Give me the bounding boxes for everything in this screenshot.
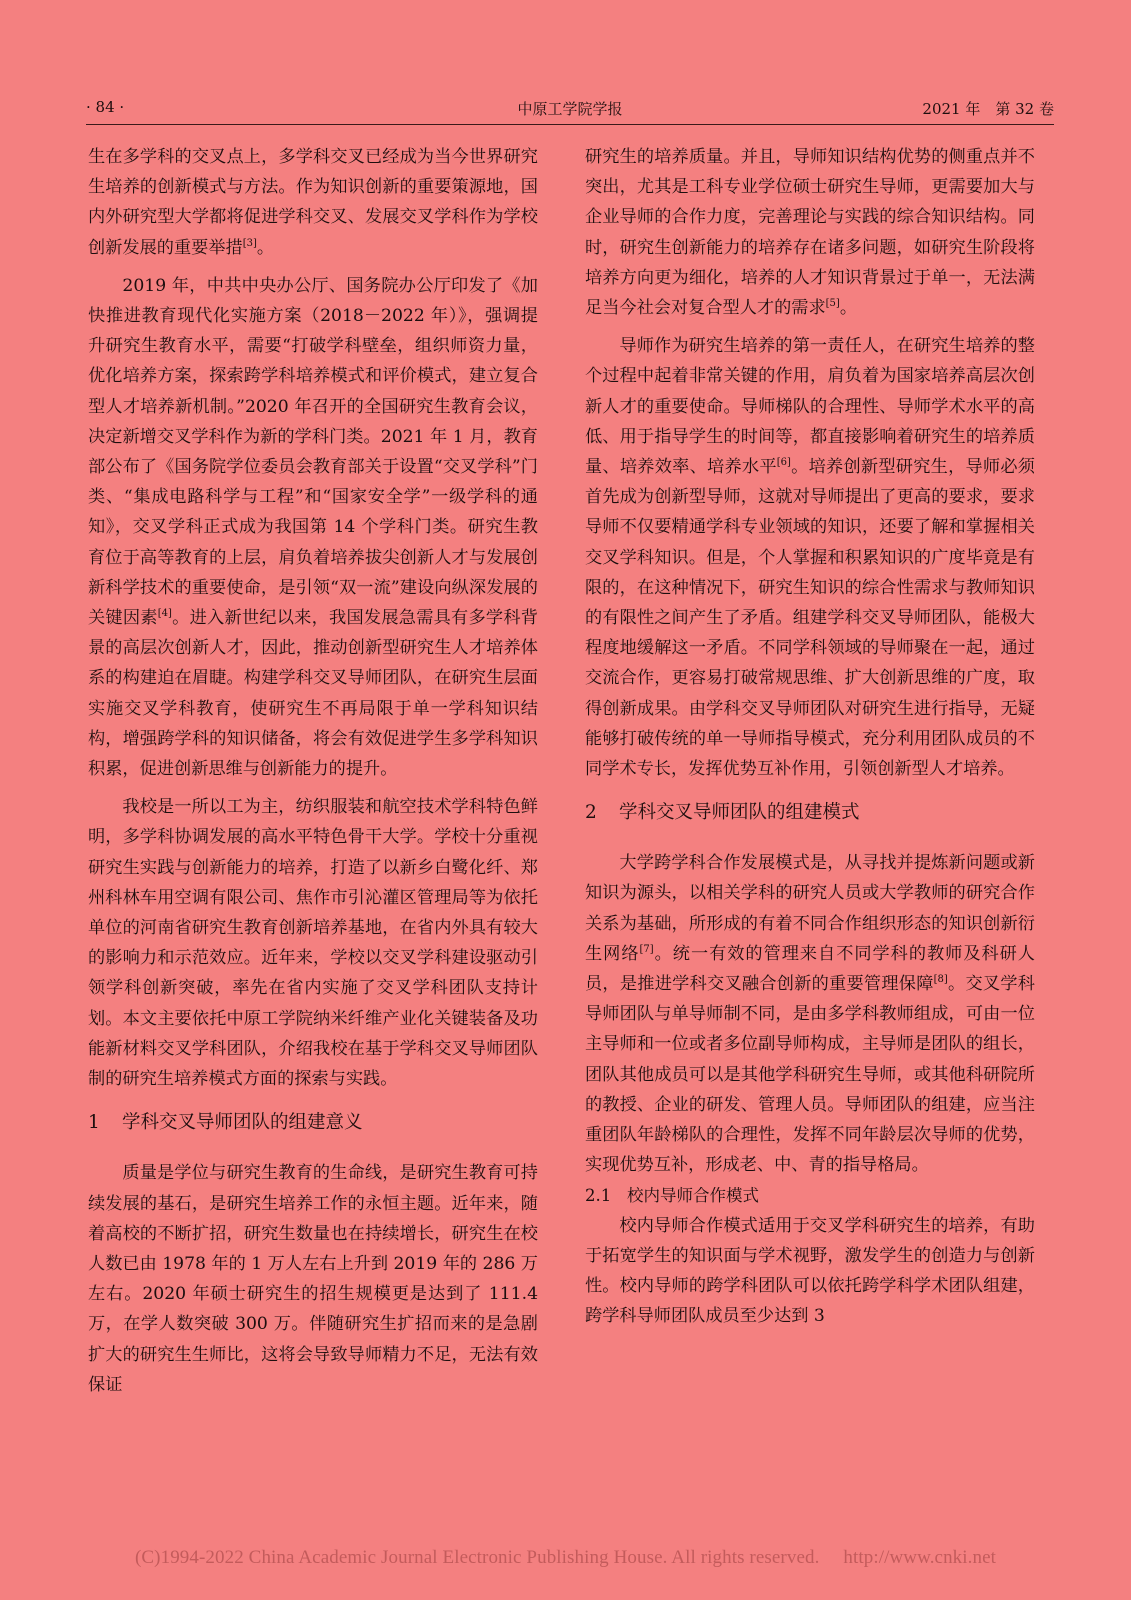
section-number: 1 xyxy=(88,1112,100,1134)
paragraph-text: 。培养创新型研究生，导师必须首先成为创新型导师，这就对导师提出了更高的要求，要求导师不仅要精通学科专业领域的知识，还要了解和掌握相关交叉学科知识。但是，个人掌握和积累知识的广度毕竟是有限的，在这种情况下，研究生知识的综合性需求与教师知识的有限性之间产生了矛盾。组建学科交叉导师团队，能极大程度地缓解这一矛盾。不同学科领域的导师聚在一起，通过交流合作，更容易打破常规思维、扩大创新思维的广度，取得创新成果。由学科交叉导师团队对研究生进行指导，无疑能够打破传统的单一导师指导模式，充分利用团队成员的不同学术专长，发挥优势互补作用，引领创新型人才培养。 xyxy=(585,457,1035,780)
section-title: 学科交叉导师团队的组建模式 xyxy=(619,802,860,824)
citation-ref: [7] xyxy=(639,943,654,955)
paragraph xyxy=(88,142,538,263)
citation-ref: [3] xyxy=(242,237,257,249)
citation-ref: [4] xyxy=(157,608,172,620)
section-number: 2 xyxy=(585,802,597,824)
subsection-title: 校内导师合作模式 xyxy=(627,1185,759,1205)
paragraph-text: 。交叉学科导师团队与单导师制不同，是由多学科教师组成，可由一位主导师和一位或者多位副导师构成，主导师是团队的组长，团队其他成员可以是其他学科研究生导师，或其他科研院所的教授、企业的研发、管理人员。导师团队的组建，应当注重团队年龄梯队的合理性，发挥不同年龄层次导师的优势，实现优势互补，形成老、中、青的指导格局。 xyxy=(585,974,1035,1176)
header-rule xyxy=(86,124,1054,125)
paragraph-text: 大学跨学科合作发展模式是，从寻找并提炼新问题或新知识为源头，以相关学科的研究人员或大学教师的研究合作关系为基础，所形成的有着不同合作组织形态的知识创新衍生网络 xyxy=(585,853,1035,964)
right-column xyxy=(585,142,1035,1331)
section-heading xyxy=(88,1108,538,1138)
paragraph xyxy=(585,848,1035,1180)
page-number: · 84 · xyxy=(86,98,125,116)
year-volume: 2021 年 第 32 卷 xyxy=(922,100,1054,118)
citation-ref: [8] xyxy=(933,974,948,986)
copyright-footer: (C)1994-2022 China Academic Journal Electronic Publishing House. All rights reserved. http://www.cnki.net xyxy=(134,1547,997,1568)
subsection-number: 2.1 xyxy=(585,1185,612,1205)
paragraph xyxy=(88,271,538,784)
paragraph-text: 。进入新世纪以来，我国发展急需具有多学科背景的高层次创新人才，因此，推动创新型研究生人才培养体系的构建迫在眉睫。构建学科交叉导师团队，在研究生层面实施交叉学科教育，使研究生不再局限于单一学科知识结构，增强跨学科的知识储备，将会有效促进学生多学科知识积累，促进创新思维与创新能力的提升。 xyxy=(88,608,538,780)
paragraph: 校内导师合作模式适用于交叉学科研究生的培养，有助于拓宽学生的知识面与学术视野，激发学生的创造力与创新性。校内导师的跨学科团队可以依托跨学科学术团队组建，跨学科导师团队成员至少达到 3 xyxy=(585,1215,1035,1327)
subsection-heading xyxy=(585,1181,1035,1211)
paragraph-text: 2019 年，中共中央办公厅、国务院办公厅印发了《加快推进教育现代化实施方案（2018－2022 年）》，强调提升研究生教育水平，需要“打破学科壁垒，组织师资力量，优化培养方案，探索跨学科培养模式和评价模式，建立复合型人才培养新机制。”2020 年召开的全国研究生教育会议，决定新增交叉学科作为新的学科门类。2021 年 1 月，教育部公布了《国务院学位委员会教育部关于设置“交叉学科”门类、“集成电路科学与工程”和“国家安全学”一级学科的通知》，交叉学科正式成为我国第 14 个学科门类。研究生教育位于高等教育的上层，肩负着培养拔尖创新人才与发展创新科学技术的重要使命，是引领“双一流”建设向纵深发展的关键因素 xyxy=(88,275,538,629)
paragraph-text: 研究生的培养质量。并且，导师知识结构优势的侧重点并不突出，尤其是工科专业学位硕士研究生导师，更需要加大与企业导师的合作力度，完善理论与实践的综合知识结构。同时，研究生创新能力的培养存在诸多问题，如研究生阶段将培养方向更为细化，培养的人才知识背景过于单一，无法满足当今社会对复合型人才的需求 xyxy=(585,147,1035,319)
paragraph-text: 。 xyxy=(839,298,858,319)
left-column xyxy=(88,142,538,1400)
paragraph-text: 导师作为研究生培养的第一责任人，在研究生培养的整个过程中起着非常关键的作用，肩负着为国家培养高层次创新人才的重要使命。导师梯队的合理性、导师学术水平的高低、用于指导学生的时间等，都直接影响着研究生的培养质量、培养效率、培养水平 xyxy=(585,336,1035,478)
paragraph-text: 。 xyxy=(256,237,275,258)
paragraph-text: 生在多学科的交叉点上，多学科交叉已经成为当今世界研究生培养的创新模式与方法。作为知识创新的重要策源地，国内外研究型大学都将促进学科交叉、发展交叉学科作为学校创新发展的重要举措 xyxy=(88,147,538,258)
citation-ref: [6] xyxy=(776,457,791,469)
paragraph: 我校是一所以工为主，纺织服装和航空技术学科特色鲜明，多学科协调发展的高水平特色骨干大学。学校十分重视研究生实践与创新能力的培养，打造了以新乡白鹭化纤、郑州科林车用空调有限公司、焦作市引沁灌区管理局等为依托单位的河南省研究生教育创新培养基地，在省内外具有较大的影响力和示范效应。近年来，学校以交叉学科建设驱动引领学科创新突破，率先在省内实施了交叉学科团队支持计划。本文主要依托中原工学院纳米纤维产业化关键装备及功能新材料交叉学科团队，介绍我校在基于学科交叉导师团队制的研究生培养模式方面的探索与实践。 xyxy=(88,797,538,1090)
paragraph xyxy=(585,331,1035,784)
journal-title: 中原工学院学报 xyxy=(517,100,623,118)
section-heading xyxy=(585,798,1035,828)
running-header xyxy=(86,94,1054,120)
section-title: 学科交叉导师团队的组建意义 xyxy=(122,1112,363,1134)
paragraph: 质量是学位与研究生教育的生命线，是研究生教育可持续发展的基石，是研究生培养工作的永恒主题。近年来，随着高校的不断扩招，研究生数量也在持续增长，研究生在校人数已由 1978 年的 1 万人左右上升到 2019 年的 286 万左右。2020 年硕士研究生的招生规模更是达到了 111.4 万，在学人数突破 300 万。伴随研究生扩招而来的是急剧扩大的研究生生师比，这将会导致导师精力不足，无法有效保证 xyxy=(88,1163,538,1395)
citation-ref: [5] xyxy=(825,298,840,310)
paragraph-text: 。统一有效的管理来自不同学科的教师及科研人员，是推进学科交叉融合创新的重要管理保障 xyxy=(585,943,1035,995)
paragraph xyxy=(585,142,1035,323)
